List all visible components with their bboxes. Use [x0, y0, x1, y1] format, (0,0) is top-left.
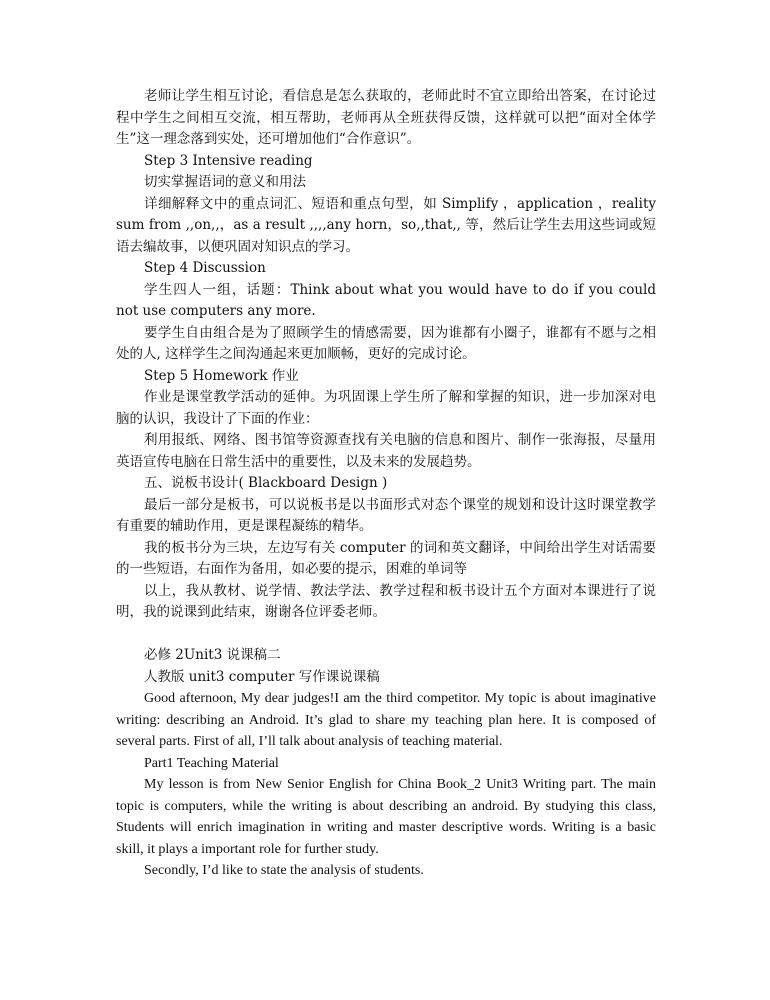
- paragraph-blackboard-intro: 最后一部分是板书，可以说板书是以书面形式对态个课堂的规划和设计这时课堂教学有重要的辅助作用，更是课程凝练的精华。: [116, 496, 656, 534]
- section2-subtitle: 人教版 unit3 computer 写作课说课稿: [144, 668, 380, 685]
- paragraph-homework-task: 利用报纸、网络、图书馆等资源查找有关电脑的信息和图片、制作一张海报，尽量用英语宣传电脑在日常生活中的重要性，以及未来的发展趋势。: [116, 432, 656, 470]
- paragraph-discussion-intro: 老师让学生相互讨论，看信息是怎么获取的，老师此时不宜立即给出答案，在讨论过程中学生之间相互交流，相互帮助，老师再从全班获得反馈，这样就可以把“面对全体学生”这一理念落到实处，还可增加他们“合作意识”。: [116, 88, 656, 147]
- paragraph-homework-intro: 作业是课堂教学活动的延伸。为巩固课上学生所了解和掌握的知识，进一步加深对电脑的认识，我设计了下面的作业：: [116, 389, 656, 427]
- document-body: [116, 86, 656, 882]
- part1-heading: Part1 Teaching Material: [144, 755, 279, 771]
- step3-heading: Step 3 Intensive reading: [144, 152, 313, 169]
- step5-heading: Step 5 Homework 作业: [144, 367, 299, 384]
- paragraph-greeting: Good afternoon, My dear judges!I am the third competitor. My topic is about imaginative writing: describing an Android. It’s glad to share my teaching plan here. It is composed of several parts. First of all, I’ll talk about analysis of teaching material.: [116, 691, 656, 749]
- blackboard-heading: 五、说板书设计( Blackboard Design ): [144, 475, 388, 491]
- section2-title: 必修 2Unit3 说课稿二: [144, 647, 281, 663]
- paragraph-teaching-material: My lesson is from New Senior English for China Book_2 Unit3 Writing part. The main topic is computers, while the writing is about describing an android. By studying this class, Students will enrich imagination in writing and master descriptive words. Writing is a basic skill, it plays a important role for further study.: [116, 777, 656, 857]
- paragraph-blackboard-layout: 我的板书分为三块，左边写有关 computer 的词和英文翻译，中间给出学生对话需要的一些短语，右面作为备用，如必要的提示，困难的单词等: [116, 539, 656, 577]
- paragraph-grouping: 要学生自由组合是为了照顾学生的情感需要，因为谁都有小圈子，谁都有不愿与之相处的人, 这样学生之间沟通起来更加顺畅，更好的完成讨论。: [116, 324, 656, 362]
- paragraph-vocabulary: 详细解释文中的重点词汇、短语和重点句型，如 Simplify ，application ，reality sum from ,,on,,，as a result ,,,,any horn，so,,that,, 等，然后让学生去用这些词或短语去编故事，以便巩固对知识点的学习。: [116, 195, 656, 255]
- step4-heading: Step 4 Discussion: [144, 260, 266, 276]
- paragraph-students-analysis: Secondly, I’d like to state the analysis of students.: [144, 863, 424, 878]
- paragraph-discussion-topic: 学生四人一组，话题：Think about what you would have to do if you could not use computers any more.: [116, 281, 656, 319]
- section-spacer: [116, 624, 656, 646]
- step3-subheading: 切实掌握语词的意义和用法: [144, 174, 306, 190]
- paragraph-conclusion: 以上，我从教材、说学情、教法学法、教学过程和板书设计五个方面对本课进行了说明，我的说课到此结束，谢谢各位评委老师。: [116, 582, 656, 620]
